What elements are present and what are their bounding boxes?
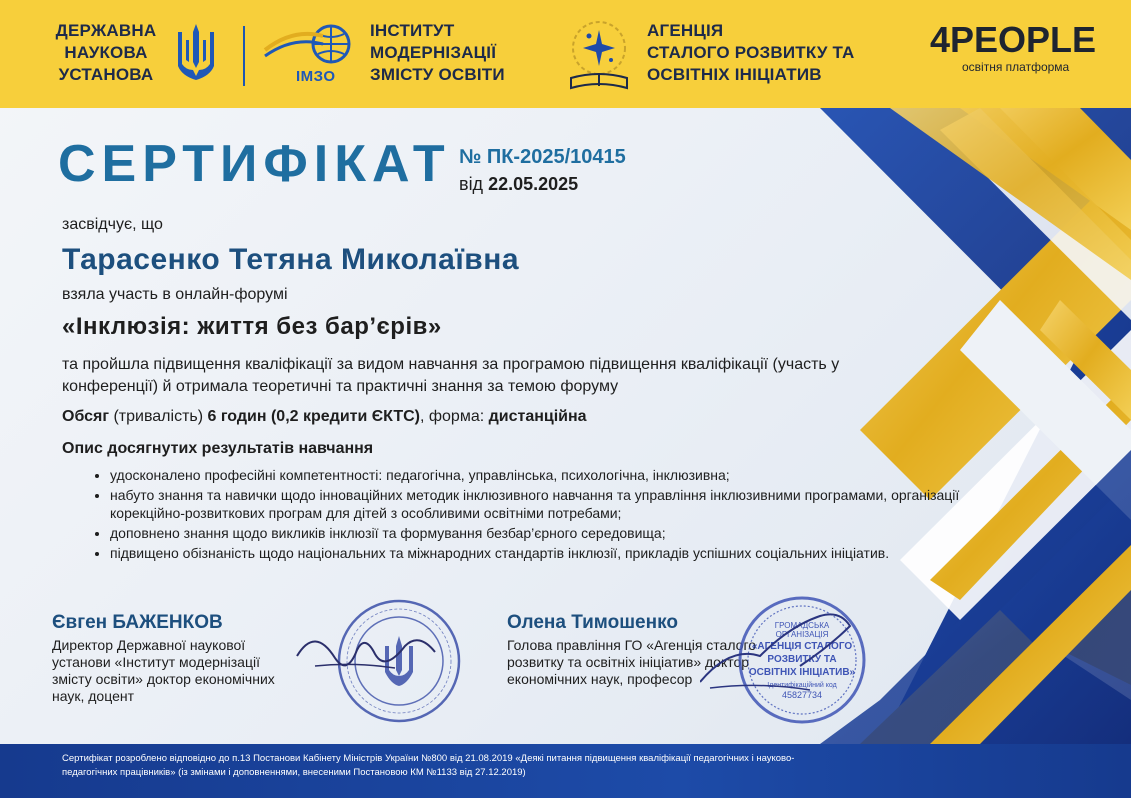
list-item: • набуто знання та навички щодо інноваційних методик інклюзивного навчання та управління інклюзивними програмами, організації корекційно-розвиткових програм для дітей з особливими освітніми потребами; — [110, 486, 970, 522]
agency-wreath-logo — [563, 12, 635, 96]
svg-text:ОРГАНІЗАЦІЯ: ОРГАНІЗАЦІЯ — [775, 630, 829, 639]
4people-tagline: освітня платформа — [962, 60, 1070, 74]
left-signer-name: Євген БАЖЕНКОВ — [52, 612, 223, 633]
certificate-date: від 22.05.2025 — [459, 174, 579, 194]
volume-line: Обсяг (тривалість) 6 годин (0,2 кредити ЄКТС), форма: дистанційна — [62, 408, 587, 425]
right-signer-name: Олена Тимошенко — [507, 612, 678, 633]
svg-text:ГРОМАДСЬКА: ГРОМАДСЬКА — [774, 621, 830, 630]
svg-text:ОСВІТНІХ ІНІЦІАТИВ»: ОСВІТНІХ ІНІЦІАТИВ» — [748, 667, 856, 678]
certificate-title: СЕРТИФІКАТ — [58, 135, 451, 193]
imzo-globe-icon — [263, 22, 359, 66]
imzo-label: ІМЗО — [296, 68, 336, 85]
outcomes-heading: Опис досягнутих результатів навчання — [62, 440, 374, 457]
certificate-number: № ПК-2025/10415 — [459, 146, 626, 168]
took-part-text: взяла участь в онлайн-форумі — [62, 286, 288, 303]
right-signer-role: Голова правління ГО «Агенція сталого розвитку та освітніх ініціатив» доктор економічних наук, професор — [507, 637, 757, 687]
institute-name: ІНСТИТУТ МОДЕРНІЗАЦІЇ ЗМІСТУ ОСВІТИ — [370, 21, 505, 84]
agency-name: АГЕНЦІЯ СТАЛОГО РОЗВИТКУ ТА ОСВІТНІХ ІНІЦІАТИВ — [647, 21, 855, 84]
svg-text:Ідентифікаційний код: Ідентифікаційний код — [767, 682, 837, 689]
forum-title: «Інклюзія: життя без бар’єрів» — [62, 313, 442, 340]
recipient-name: Тарасенко Тетяна Миколаївна — [62, 243, 520, 276]
trident-icon — [174, 22, 218, 84]
header-divider — [243, 26, 245, 86]
state-institution-label: ДЕРЖАВНА НАУКОВА УСТАНОВА — [55, 21, 157, 84]
svg-text:45827734: 45827734 — [781, 690, 823, 700]
list-item: • доповнено знання щодо викликів інклюзії та формування безбар’єрного середовища; — [110, 524, 970, 542]
qualification-text: та пройшла підвищення кваліфікації за видом навчання за програмою підвищення кваліфікації (участь у конференції) й отримала теоретичні та практичні знання за темою форуму — [62, 356, 840, 395]
svg-text:РОЗВИТКУ ТА: РОЗВИТКУ ТА — [767, 654, 837, 665]
certifies-text: засвідчує, що — [62, 216, 163, 233]
4people-logo: 4PEOPLE — [930, 19, 1097, 60]
list-item: • удосконалено професійні компетентності: педагогічна, управлінська, психологічна, інклюзивна; — [110, 466, 970, 484]
left-signer-role: Директор Державної наукової установи «Інститут модернізації змісту освіти» доктор економічних наук, доцент — [52, 637, 275, 704]
footer-legal-text: Сертифікат розроблено відповідно до п.13 Постанови Кабінету Міністрів України №800 від 21.08.2019 «Деякі питання підвищення кваліфікації педагогічних і науково-педагогічних працівників» (із змінами і доповненнями, внесеними Постановою КМ №1133 від 27.12.2019) — [62, 753, 795, 778]
left-seal-and-signature — [295, 596, 470, 726]
right-seal-and-signature — [700, 586, 880, 736]
outcomes-list — [92, 466, 970, 564]
list-item: • підвищено обізнаність щодо національних та міжнародних стандартів інклюзії, прикладів успішних соціальних ініціатив. — [110, 544, 970, 562]
svg-text:«АГЕНЦІЯ СТАЛОГО: «АГЕНЦІЯ СТАЛОГО — [751, 641, 853, 652]
